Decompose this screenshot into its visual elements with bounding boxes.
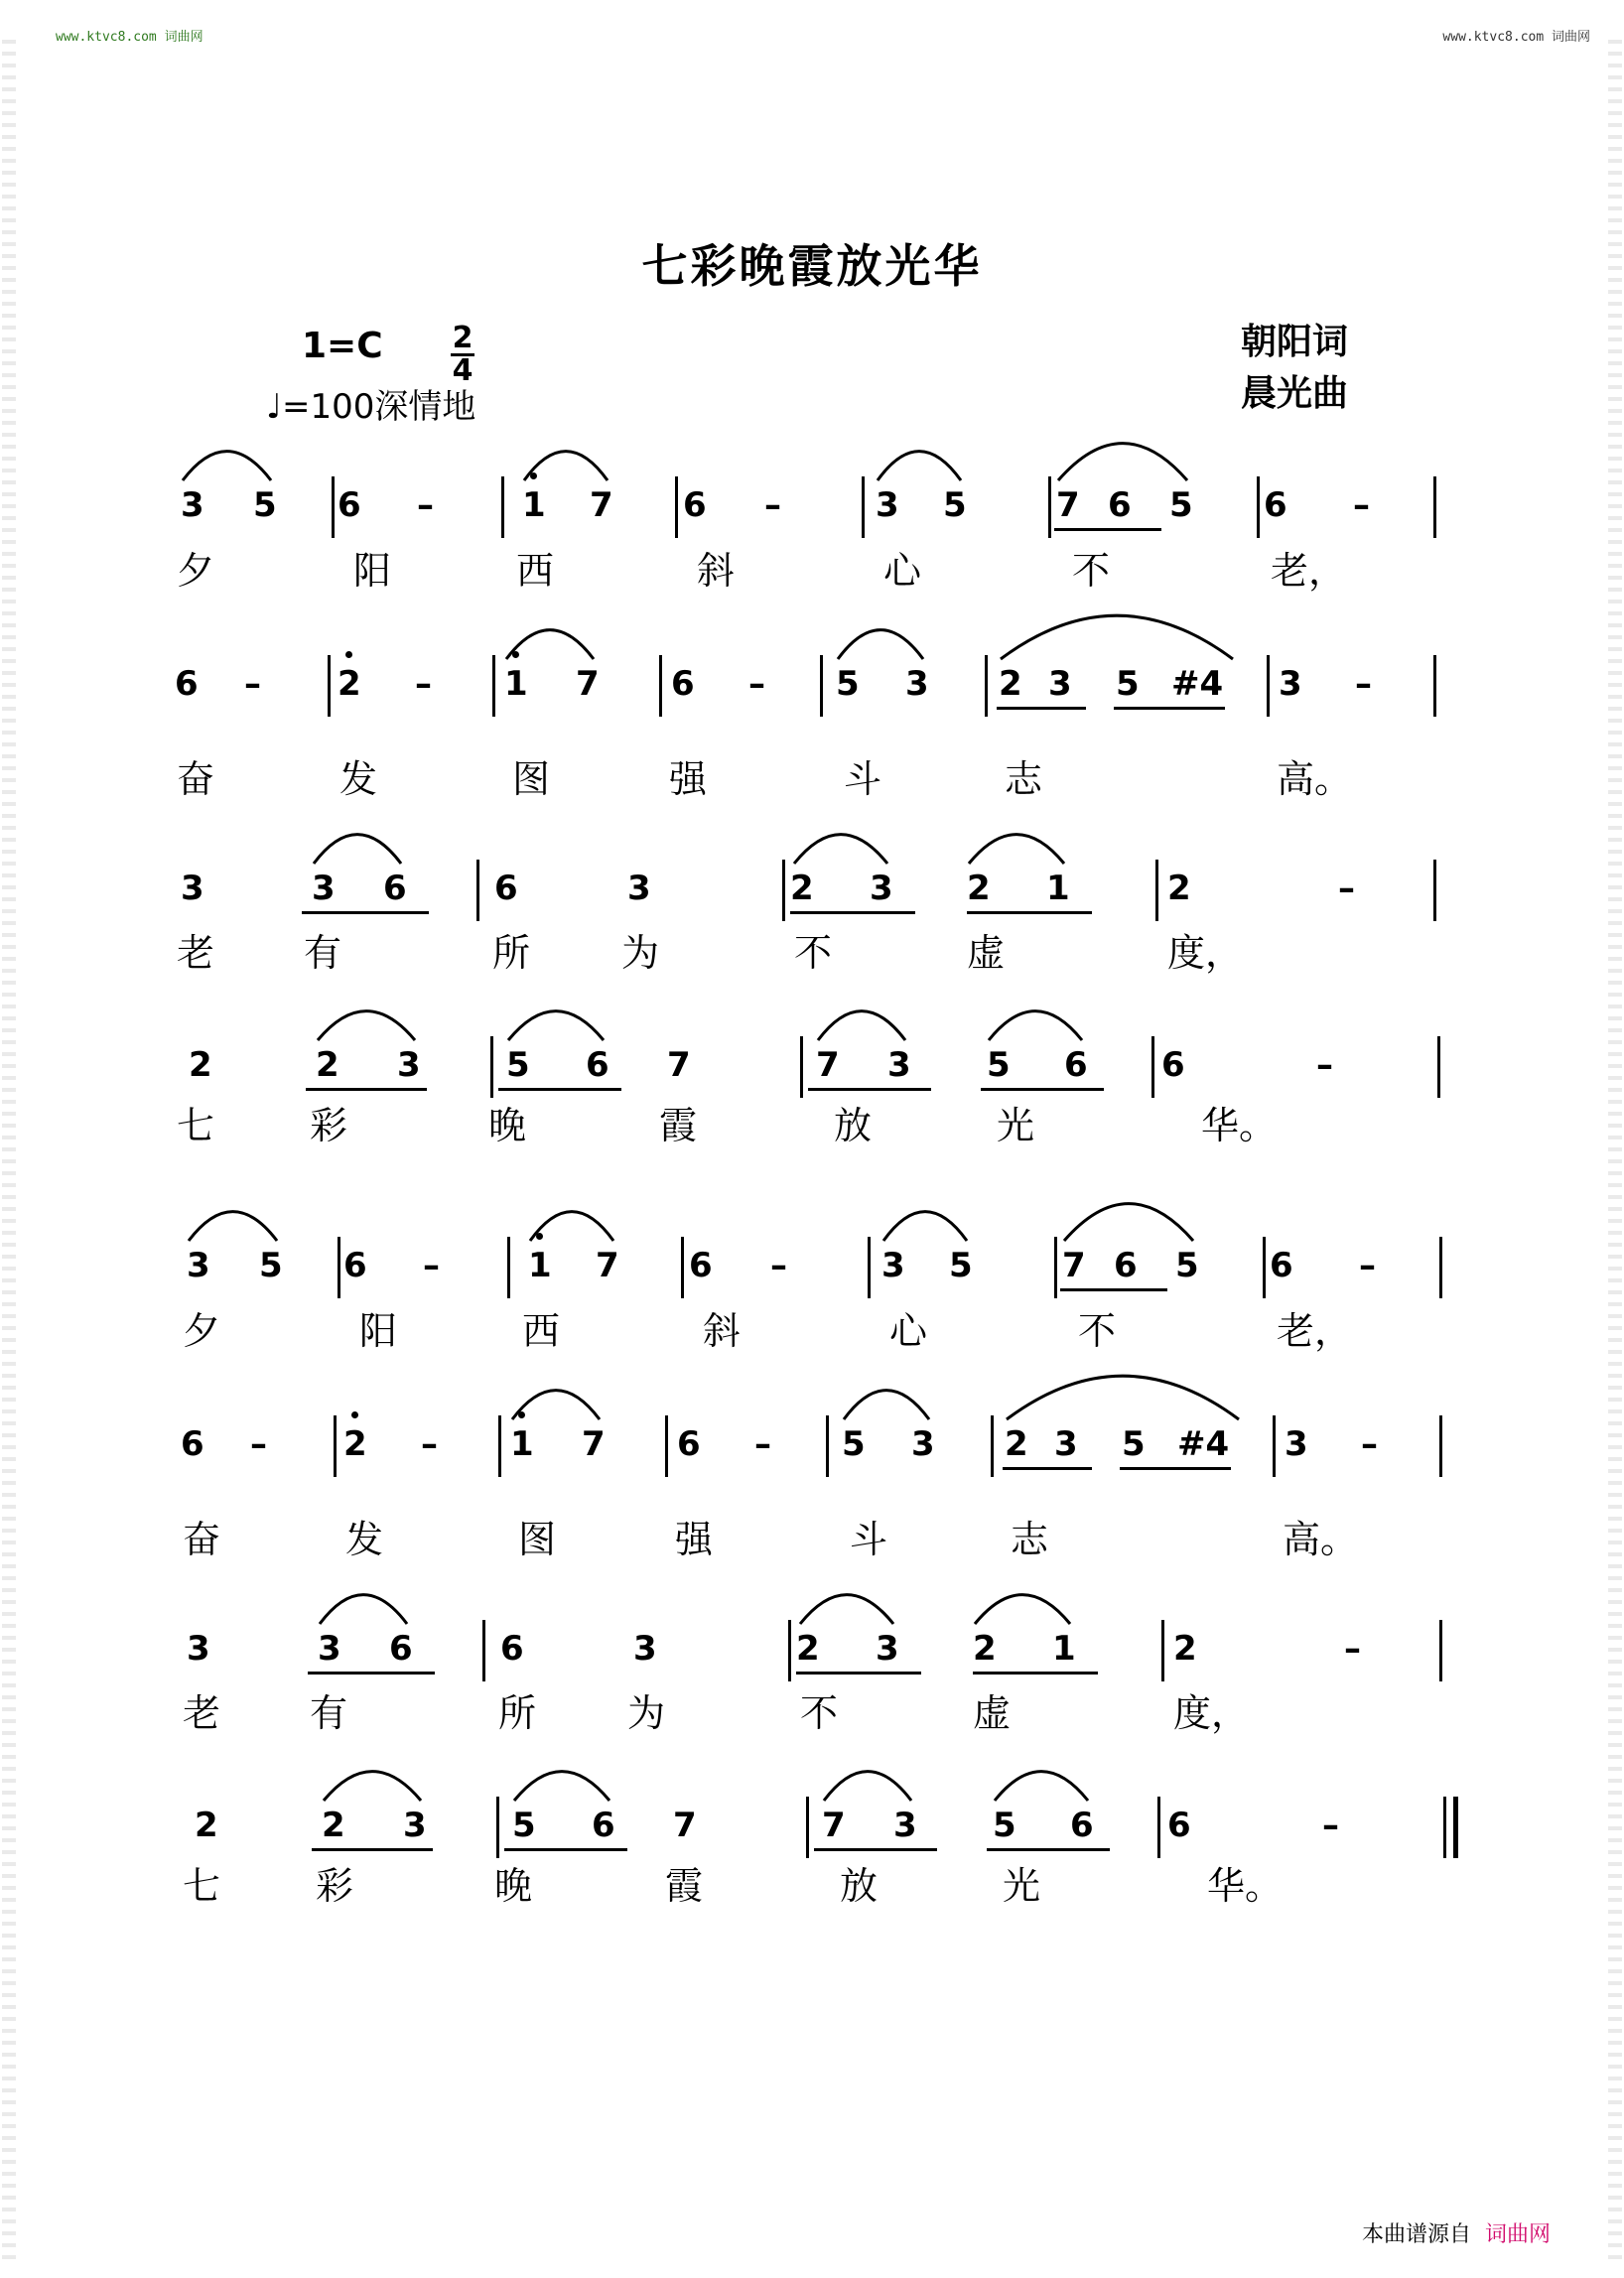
lyric-char: 发	[339, 757, 378, 801]
bar-line	[681, 1237, 684, 1298]
jianpu-note: 7	[1062, 1246, 1086, 1285]
octave-dot	[351, 1411, 358, 1418]
slur-arc	[798, 1588, 895, 1626]
bar-line	[868, 1237, 871, 1298]
jianpu-note: 3	[1285, 1424, 1308, 1464]
jianpu-note: –	[1322, 1806, 1339, 1845]
lyric-char: 夕	[183, 1309, 221, 1353]
beam-underline	[967, 911, 1092, 914]
bar-line	[1439, 1415, 1442, 1477]
jianpu-note: 3	[181, 485, 204, 525]
jianpu-note: #4	[1171, 664, 1224, 704]
jianpu-note: 7	[582, 1424, 606, 1464]
lyric-char: 志	[1005, 757, 1043, 801]
jianpu-note: 6	[689, 1246, 713, 1285]
lyric-char: 有	[310, 1691, 348, 1735]
jianpu-note: –	[415, 664, 432, 704]
lyric-char: 心	[889, 1309, 928, 1353]
bar-line	[665, 1415, 668, 1477]
jianpu-note: 6	[677, 1424, 701, 1464]
lyric-char: 为	[621, 931, 660, 975]
bar-line	[492, 655, 495, 717]
jianpu-note: –	[1359, 1246, 1376, 1285]
jianpu-note: 6	[1264, 485, 1287, 525]
jianpu-note: 2	[316, 1045, 339, 1085]
slur-arc	[528, 1205, 615, 1243]
lyric-char: 老	[183, 1691, 221, 1735]
beam-underline	[504, 1848, 627, 1851]
jianpu-note: 7	[673, 1806, 697, 1845]
lyric-char: 七	[183, 1864, 221, 1908]
jianpu-note: 6	[1064, 1045, 1088, 1085]
jianpu-note: 6	[1270, 1246, 1293, 1285]
bar-line	[332, 476, 335, 538]
bar-line	[806, 1797, 809, 1858]
jianpu-note: 2	[338, 664, 361, 704]
jianpu-note: 1	[528, 1246, 552, 1285]
jianpu-note: 2	[967, 869, 991, 908]
beam-underline	[1120, 1467, 1231, 1470]
bar-line	[1433, 655, 1436, 717]
lyric-char: 老，	[1271, 549, 1347, 593]
jianpu-note: 7	[667, 1045, 691, 1085]
left-watermark-strip	[2, 40, 16, 2263]
jianpu-note: 7	[816, 1045, 840, 1085]
key-signature: 1=C	[302, 326, 383, 366]
header-left: www.ktvc8.com 词曲网	[56, 30, 203, 45]
jianpu-note: 6	[586, 1045, 609, 1085]
lyric-char: 西	[516, 549, 555, 593]
jianpu-note: 5	[1175, 1246, 1199, 1285]
beam-underline	[973, 1672, 1098, 1675]
bar-line	[1048, 476, 1051, 538]
jianpu-note: 6	[494, 869, 518, 908]
lyric-char: 有	[304, 931, 342, 975]
slur-arc	[522, 445, 609, 482]
slur-arc	[792, 828, 889, 866]
jianpu-note: –	[417, 485, 434, 525]
beam-underline	[790, 911, 915, 914]
jianpu-note: 2	[790, 869, 814, 908]
lyric-char: 华。	[1201, 1104, 1278, 1147]
jianpu-note: 3	[881, 1246, 905, 1285]
slur-arc	[987, 1005, 1084, 1042]
lyric-char: 不	[800, 1691, 839, 1735]
jianpu-note: #4	[1177, 1424, 1230, 1464]
bar-line	[501, 476, 504, 538]
jianpu-note: 6	[338, 485, 361, 525]
lyric-char: 彩	[310, 1104, 348, 1147]
beam-underline	[796, 1672, 921, 1675]
jianpu-note: –	[421, 1424, 438, 1464]
bar-line	[1054, 1237, 1057, 1298]
slur-arc	[973, 1588, 1072, 1626]
jianpu-note: –	[1344, 1629, 1361, 1669]
tempo-marking: ♩=100深情地	[266, 387, 476, 427]
beam-underline	[1003, 1467, 1092, 1470]
slur-arc	[506, 1005, 606, 1042]
jianpu-note: 3	[633, 1629, 657, 1669]
beam-underline	[997, 707, 1086, 710]
bar-line	[482, 1620, 485, 1681]
jianpu-note: 5	[943, 485, 967, 525]
jianpu-note: 3	[318, 1629, 341, 1669]
jianpu-note: 7	[1056, 485, 1080, 525]
jianpu-note: 6	[1070, 1806, 1094, 1845]
lyric-char: 放	[834, 1104, 873, 1147]
slur-arc	[993, 1765, 1090, 1803]
time-signature-top: 2	[452, 321, 474, 355]
jianpu-note: 3	[893, 1806, 917, 1845]
jianpu-note: 6	[181, 1424, 204, 1464]
lyric-char: 斗	[844, 757, 882, 801]
bar-line	[1433, 860, 1436, 921]
jianpu-note: 5	[1122, 1424, 1146, 1464]
lyric-char: 所	[492, 931, 531, 975]
beam-underline	[498, 1088, 621, 1091]
jianpu-note: –	[1316, 1045, 1333, 1085]
jianpu-note: 5	[1169, 485, 1193, 525]
jianpu-note: 3	[627, 869, 651, 908]
lyric-char: 奋	[183, 1518, 221, 1561]
slur-arc	[836, 623, 925, 661]
slur-arc	[816, 1005, 907, 1042]
jianpu-note: 1	[510, 1424, 534, 1464]
lyric-char: 七	[177, 1104, 215, 1147]
bar-line	[1257, 476, 1260, 538]
bar-line	[1437, 1036, 1440, 1098]
bar-line	[782, 860, 785, 921]
footer-source: 本曲谱源自	[1362, 2222, 1472, 2247]
lyric-char: 彩	[316, 1864, 354, 1908]
octave-dot	[345, 651, 352, 658]
credits	[1241, 316, 1348, 419]
slur-arc	[504, 623, 596, 661]
bar-line	[1439, 1620, 1442, 1681]
jianpu-note: 6	[389, 1629, 413, 1669]
bar-line	[1267, 655, 1270, 717]
jianpu-note: 3	[187, 1246, 210, 1285]
slur-arc	[876, 445, 963, 482]
jianpu-note: 7	[596, 1246, 619, 1285]
composer: 晨光曲	[1241, 372, 1349, 414]
lyric-char: 老，	[1277, 1309, 1353, 1353]
bar-line	[1273, 1415, 1276, 1477]
lyric-char: 虚	[973, 1691, 1012, 1735]
bar-line	[476, 860, 479, 921]
jianpu-note: 2	[322, 1806, 345, 1845]
jianpu-note: 5	[949, 1246, 973, 1285]
jianpu-note: 6	[671, 664, 695, 704]
beam-underline	[312, 1848, 433, 1851]
slur-arc	[967, 828, 1066, 866]
beam-underline	[1114, 707, 1225, 710]
jianpu-note: –	[244, 664, 261, 704]
bar-line	[1439, 1237, 1442, 1298]
slur-arc	[510, 1384, 602, 1421]
slur-arc	[1056, 435, 1189, 482]
jianpu-note: –	[1361, 1424, 1378, 1464]
lyric-char: 为	[627, 1691, 666, 1735]
lyric-char: 斜	[697, 549, 736, 593]
jianpu-note: 2	[343, 1424, 367, 1464]
lyric-char: 强	[675, 1518, 714, 1561]
jianpu-note: –	[754, 1424, 771, 1464]
footer-brand: 词曲网	[1485, 2222, 1552, 2247]
bar-line	[659, 655, 662, 717]
jianpu-note: 2	[1167, 869, 1191, 908]
bar-line	[1433, 476, 1436, 538]
lyric-char: 图	[518, 1518, 557, 1561]
beam-underline	[306, 1088, 427, 1091]
jianpu-note: –	[1353, 485, 1370, 525]
header-right: www.ktvc8.com 词曲网	[1442, 30, 1590, 45]
jianpu-note: –	[250, 1424, 267, 1464]
lyric-char: 老	[177, 931, 215, 975]
bar-line	[862, 476, 865, 538]
jianpu-note: 3	[312, 869, 336, 908]
slur-arc	[187, 1205, 279, 1243]
jianpu-note: 5	[987, 1045, 1011, 1085]
right-watermark-strip	[1608, 40, 1622, 2263]
bar-line	[1263, 1237, 1266, 1298]
lyric-char: 斜	[703, 1309, 742, 1353]
jianpu-note: 1	[1052, 1629, 1076, 1669]
jianpu-note: 6	[1167, 1806, 1191, 1845]
slur-arc	[842, 1384, 931, 1421]
jianpu-note: –	[1355, 664, 1372, 704]
time-signature	[449, 321, 476, 388]
jianpu-note: 5	[993, 1806, 1016, 1845]
bar-line	[328, 655, 331, 717]
beam-underline	[981, 1088, 1104, 1091]
jianpu-note: 1	[504, 664, 528, 704]
slur-arc	[881, 1205, 969, 1243]
lyric-char: 斗	[850, 1518, 888, 1561]
jianpu-note: 3	[876, 485, 899, 525]
jianpu-note: 3	[911, 1424, 935, 1464]
lyric-char: 虚	[967, 931, 1006, 975]
lyric-char: 阳	[353, 549, 392, 593]
lyric-char: 强	[669, 757, 708, 801]
lyric-char: 霞	[659, 1104, 698, 1147]
lyric-char: 放	[840, 1864, 879, 1908]
jianpu-note: 3	[397, 1045, 421, 1085]
jianpu-note: 3	[181, 869, 204, 908]
slur-arc	[999, 605, 1235, 661]
lyric-char: 晚	[494, 1864, 533, 1908]
lyric-char: 夕	[177, 549, 215, 593]
final-bar-line	[1453, 1797, 1458, 1858]
lyric-char: 奋	[177, 757, 215, 801]
jianpu-note: –	[770, 1246, 787, 1285]
jianpu-note: 5	[1116, 664, 1140, 704]
jianpu-note: 1	[522, 485, 546, 525]
beam-underline	[302, 911, 429, 914]
bar-line	[820, 655, 823, 717]
jianpu-note: 6	[383, 869, 407, 908]
bar-line	[1157, 1797, 1160, 1858]
jianpu-note: 2	[973, 1629, 997, 1669]
bar-line	[800, 1036, 803, 1098]
jianpu-note: 6	[592, 1806, 615, 1845]
lyric-char: 高。	[1277, 757, 1353, 801]
jianpu-note: 6	[175, 664, 199, 704]
bar-line	[1443, 1797, 1446, 1858]
beam-underline	[1054, 528, 1161, 531]
slur-arc	[1005, 1366, 1241, 1421]
jianpu-note: 3	[905, 664, 929, 704]
jianpu-note: –	[1338, 869, 1355, 908]
jianpu-note: 5	[836, 664, 860, 704]
bar-line	[1161, 1620, 1164, 1681]
bar-line	[496, 1797, 499, 1858]
lyric-char: 度，	[1167, 931, 1244, 975]
slur-arc	[322, 1765, 423, 1803]
jianpu-note: 2	[189, 1045, 212, 1085]
lyric-char: 度，	[1173, 1691, 1250, 1735]
jianpu-note: 6	[343, 1246, 367, 1285]
jianpu-note: 2	[1005, 1424, 1028, 1464]
lyric-char: 阳	[359, 1309, 398, 1353]
lyricist: 朝阳词	[1241, 321, 1349, 362]
jianpu-note: 2	[1173, 1629, 1197, 1669]
lyric-char: 志	[1011, 1518, 1049, 1561]
slur-arc	[512, 1765, 611, 1803]
slur-arc	[181, 445, 273, 482]
jianpu-note: 5	[253, 485, 277, 525]
song-title: 七彩晚霞放光华	[641, 239, 983, 293]
lyric-char: 高。	[1283, 1518, 1359, 1561]
lyric-char: 华。	[1207, 1864, 1284, 1908]
jianpu-note: –	[748, 664, 765, 704]
lyric-char: 光	[1003, 1864, 1041, 1908]
lyric-char: 图	[512, 757, 551, 801]
slur-arc	[822, 1765, 913, 1803]
jianpu-note: 6	[1161, 1045, 1185, 1085]
jianpu-note: 6	[1108, 485, 1132, 525]
beam-underline	[814, 1848, 937, 1851]
jianpu-note: 5	[506, 1045, 530, 1085]
lyric-char: 发	[345, 1518, 384, 1561]
lyric-char: 晚	[488, 1104, 527, 1147]
lyric-char: 西	[522, 1309, 561, 1353]
lyric-char: 心	[883, 549, 922, 593]
jianpu-note: 2	[195, 1806, 218, 1845]
beam-underline	[987, 1848, 1110, 1851]
beam-underline	[308, 1672, 435, 1675]
time-signature-bottom: 4	[452, 353, 474, 388]
jianpu-note: 2	[999, 664, 1022, 704]
jianpu-note: 6	[1114, 1246, 1138, 1285]
beam-underline	[808, 1088, 931, 1091]
jianpu-note: 3	[403, 1806, 427, 1845]
bar-line	[826, 1415, 829, 1477]
jianpu-note: 7	[590, 485, 613, 525]
jianpu-note: 5	[259, 1246, 283, 1285]
lyric-char: 不	[794, 931, 833, 975]
jianpu-note: 3	[187, 1629, 210, 1669]
slur-arc	[318, 1588, 409, 1626]
bar-line	[338, 1237, 340, 1298]
lyric-char: 霞	[665, 1864, 704, 1908]
jianpu-note: 7	[822, 1806, 846, 1845]
bar-line	[675, 476, 678, 538]
jianpu-note: 3	[876, 1629, 899, 1669]
jianpu-note: 5	[512, 1806, 536, 1845]
beam-underline	[1060, 1288, 1167, 1291]
jianpu-note: 6	[683, 485, 707, 525]
lyric-char: 所	[498, 1691, 537, 1735]
jianpu-note: 3	[1054, 1424, 1078, 1464]
jianpu-note: 3	[887, 1045, 911, 1085]
bar-line	[1155, 860, 1158, 921]
jianpu-note: –	[423, 1246, 440, 1285]
footer	[1362, 2217, 1551, 2248]
bar-line	[1151, 1036, 1154, 1098]
bar-line	[985, 655, 988, 717]
slur-arc	[312, 828, 403, 866]
jianpu-note: 3	[1279, 664, 1302, 704]
jianpu-note: 7	[576, 664, 600, 704]
jianpu-note: 2	[796, 1629, 820, 1669]
jianpu-note: 3	[870, 869, 893, 908]
bar-line	[498, 1415, 501, 1477]
lyric-char: 不	[1078, 1309, 1117, 1353]
jianpu-note: 3	[1048, 664, 1072, 704]
slur-arc	[316, 1005, 417, 1042]
jianpu-note: 6	[500, 1629, 524, 1669]
jianpu-note: 1	[1046, 869, 1070, 908]
lyric-char: 光	[997, 1104, 1035, 1147]
bar-line	[788, 1620, 791, 1681]
bar-line	[490, 1036, 493, 1098]
jianpu-note: 5	[842, 1424, 866, 1464]
bar-line	[334, 1415, 337, 1477]
jianpu-note: –	[764, 485, 781, 525]
bar-line	[507, 1237, 510, 1298]
slur-arc	[1062, 1195, 1195, 1243]
bar-line	[991, 1415, 994, 1477]
lyric-char: 不	[1072, 549, 1111, 593]
